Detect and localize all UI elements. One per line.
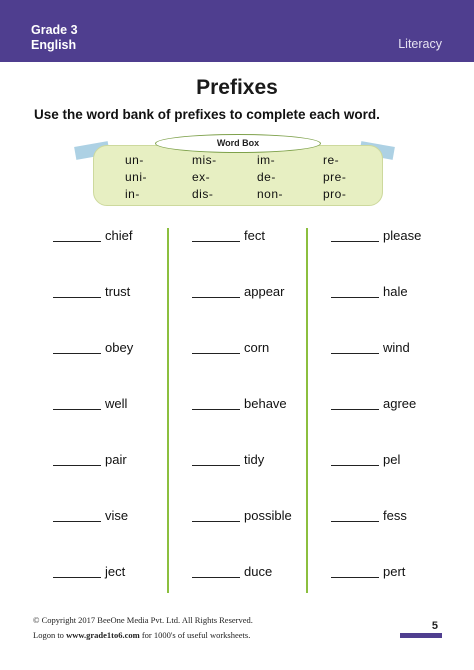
category-label: Literacy xyxy=(398,37,442,51)
prefix-item: im- xyxy=(257,153,276,167)
word-stem: vise xyxy=(105,508,129,523)
prefix-item: uni- xyxy=(125,170,148,184)
page-number: 5 xyxy=(431,620,438,632)
word-stem: please xyxy=(383,228,422,243)
answer-blank[interactable] xyxy=(331,353,379,354)
prefix-item: un- xyxy=(125,153,144,167)
prefix-item: ex- xyxy=(192,170,211,184)
word-stem: wind xyxy=(383,340,410,355)
answer-blank[interactable] xyxy=(192,465,240,466)
word-stem: trust xyxy=(105,284,131,299)
logon-text xyxy=(33,630,250,640)
logon-suffix: for 1000's of useful worksheets. xyxy=(139,630,251,640)
word-stem: corn xyxy=(244,340,270,355)
answer-blank[interactable] xyxy=(53,353,101,354)
prefix-item: de- xyxy=(257,170,276,184)
word-stem: chief xyxy=(105,228,133,243)
word-stem: hale xyxy=(383,284,408,299)
word-stem: pel xyxy=(383,452,401,467)
column-divider xyxy=(167,228,169,593)
prefix-item: pro- xyxy=(323,187,347,201)
word-stem: behave xyxy=(244,396,287,411)
word-stem: fect xyxy=(244,228,265,243)
logon-prefix: Logon to xyxy=(33,630,67,640)
footer-brand-bar xyxy=(400,633,442,638)
grade-label: Grade 3 xyxy=(31,23,78,37)
word-stem: obey xyxy=(105,340,134,355)
answer-blank[interactable] xyxy=(331,409,379,410)
instruction-text: Use the word bank of prefixes to complete each word. xyxy=(34,107,380,122)
subject-label: English xyxy=(31,38,77,52)
prefix-item: mis- xyxy=(192,153,217,167)
prefix-item: pre- xyxy=(323,170,347,184)
word-stem: duce xyxy=(244,564,273,579)
column-divider xyxy=(306,228,308,593)
answer-blank[interactable] xyxy=(192,577,240,578)
word-bank-row xyxy=(0,187,474,203)
prefix-item: in- xyxy=(125,187,140,201)
word-stem: pert xyxy=(383,564,406,579)
header-banner xyxy=(0,0,474,62)
answer-blank[interactable] xyxy=(192,297,240,298)
page-title: Prefixes xyxy=(196,76,278,99)
answer-blank[interactable] xyxy=(53,297,101,298)
answer-blank[interactable] xyxy=(192,353,240,354)
answer-blank[interactable] xyxy=(331,241,379,242)
answer-blank[interactable] xyxy=(192,241,240,242)
answer-blank[interactable] xyxy=(53,241,101,242)
word-stem: tidy xyxy=(244,452,265,467)
word-bank-row xyxy=(0,170,474,186)
word-bank-row xyxy=(0,153,474,169)
answer-blank[interactable] xyxy=(192,521,240,522)
answer-blank[interactable] xyxy=(331,577,379,578)
answer-blank[interactable] xyxy=(53,521,101,522)
answer-blank[interactable] xyxy=(53,409,101,410)
website-link[interactable]: www.grade1to6.com xyxy=(66,630,140,640)
prefix-item: re- xyxy=(323,153,340,167)
answer-blank[interactable] xyxy=(331,297,379,298)
word-stem: agree xyxy=(383,396,417,411)
answer-blank[interactable] xyxy=(331,465,379,466)
copyright-text: © Copyright 2017 BeeOne Media Pvt. Ltd. All Rights Reserved. xyxy=(33,615,253,625)
prefix-item: dis- xyxy=(192,187,214,201)
word-stem: well xyxy=(105,396,128,411)
answer-blank[interactable] xyxy=(192,409,240,410)
word-stem: appear xyxy=(244,284,285,299)
word-stem: fess xyxy=(383,508,407,523)
prefix-item: non- xyxy=(257,187,284,201)
word-stem: possible xyxy=(244,508,292,523)
answer-blank[interactable] xyxy=(53,577,101,578)
word-box-label: Word Box xyxy=(155,134,321,153)
answer-blank[interactable] xyxy=(331,521,379,522)
word-stem: ject xyxy=(105,564,126,579)
answer-blank[interactable] xyxy=(53,465,101,466)
word-stem: pair xyxy=(105,452,127,467)
